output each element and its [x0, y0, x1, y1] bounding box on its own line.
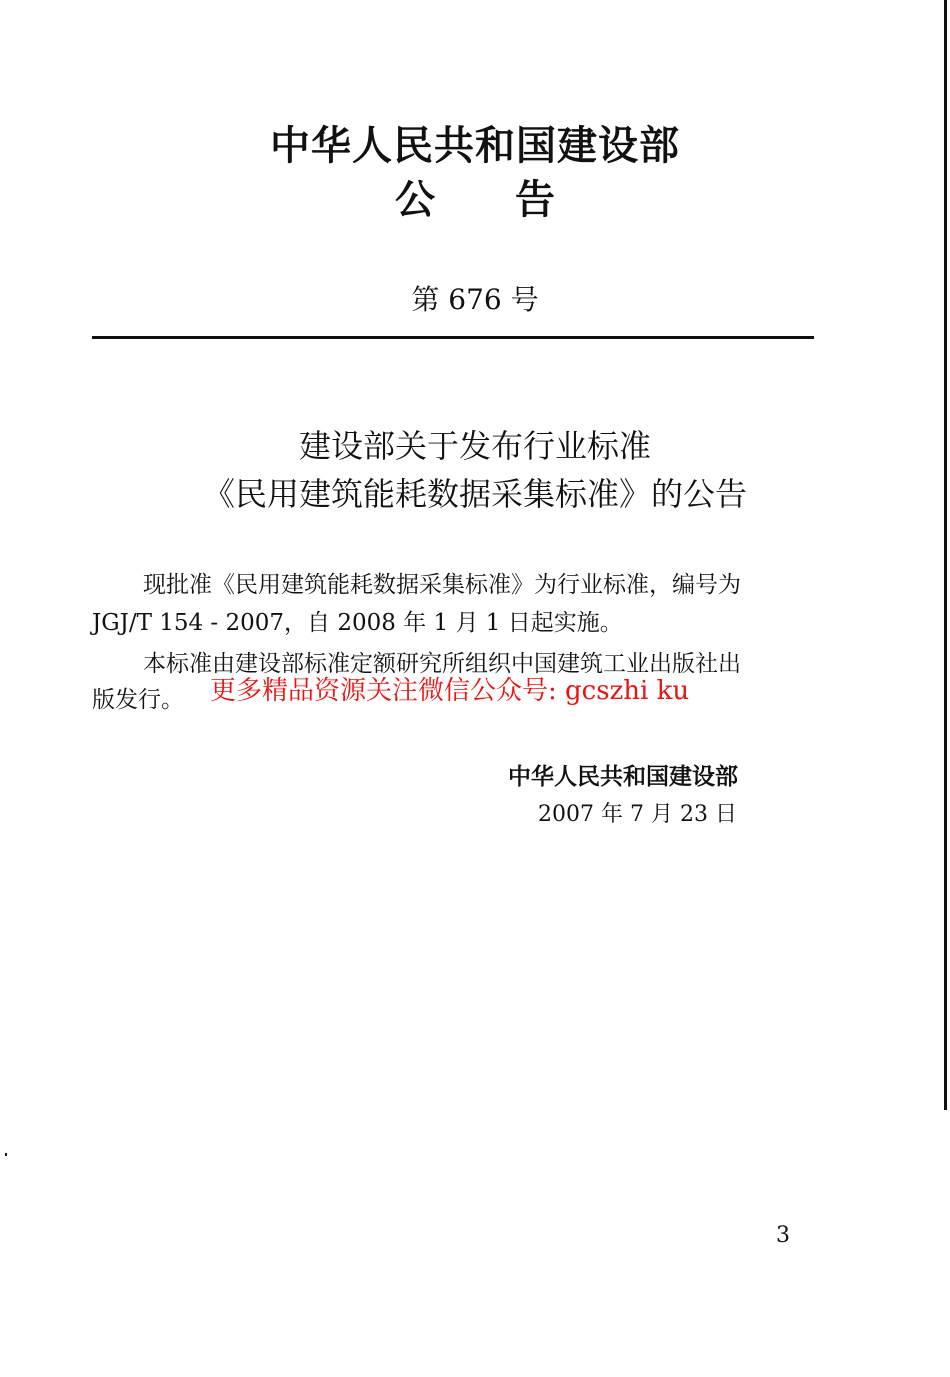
- body-paragraph-2-line-1: 本标准由建设部标准定额研究所组织中国建筑工业出版社出: [143, 651, 741, 677]
- ministry-title: 中华人民共和国建设部: [270, 123, 680, 169]
- subject-line-1: 建设部关于发布行业标准: [298, 427, 651, 465]
- notice-number: 第 676 号: [411, 283, 539, 316]
- page-number: 3: [776, 1223, 790, 1248]
- body-paragraph-1-line-2: JGJ/T 154 - 2007，自 2008 年 1 月 1 日起实施。: [92, 610, 623, 636]
- subject-line-2: 《民用建筑能耗数据采集标准》的公告: [202, 475, 747, 513]
- watermark-text: 更多精品资源关注微信公众号: gcszhi ku: [210, 676, 690, 706]
- notice-title-right: 告: [515, 177, 555, 223]
- scan-speck: [5, 1153, 7, 1156]
- body-paragraph-2-line-2: 版发行。: [92, 687, 184, 713]
- header-divider: [92, 336, 814, 339]
- body-paragraph-1-line-1: 现批准《民用建筑能耗数据采集标准》为行业标准，编号为: [143, 572, 741, 598]
- scan-edge-line: [944, 0, 947, 1110]
- signature-date: 2007 年 7 月 23 日: [538, 802, 737, 827]
- notice-title-left: 公: [395, 177, 435, 223]
- notice-title: [0, 176, 950, 224]
- signature-organization: 中华人民共和国建设部: [508, 764, 738, 790]
